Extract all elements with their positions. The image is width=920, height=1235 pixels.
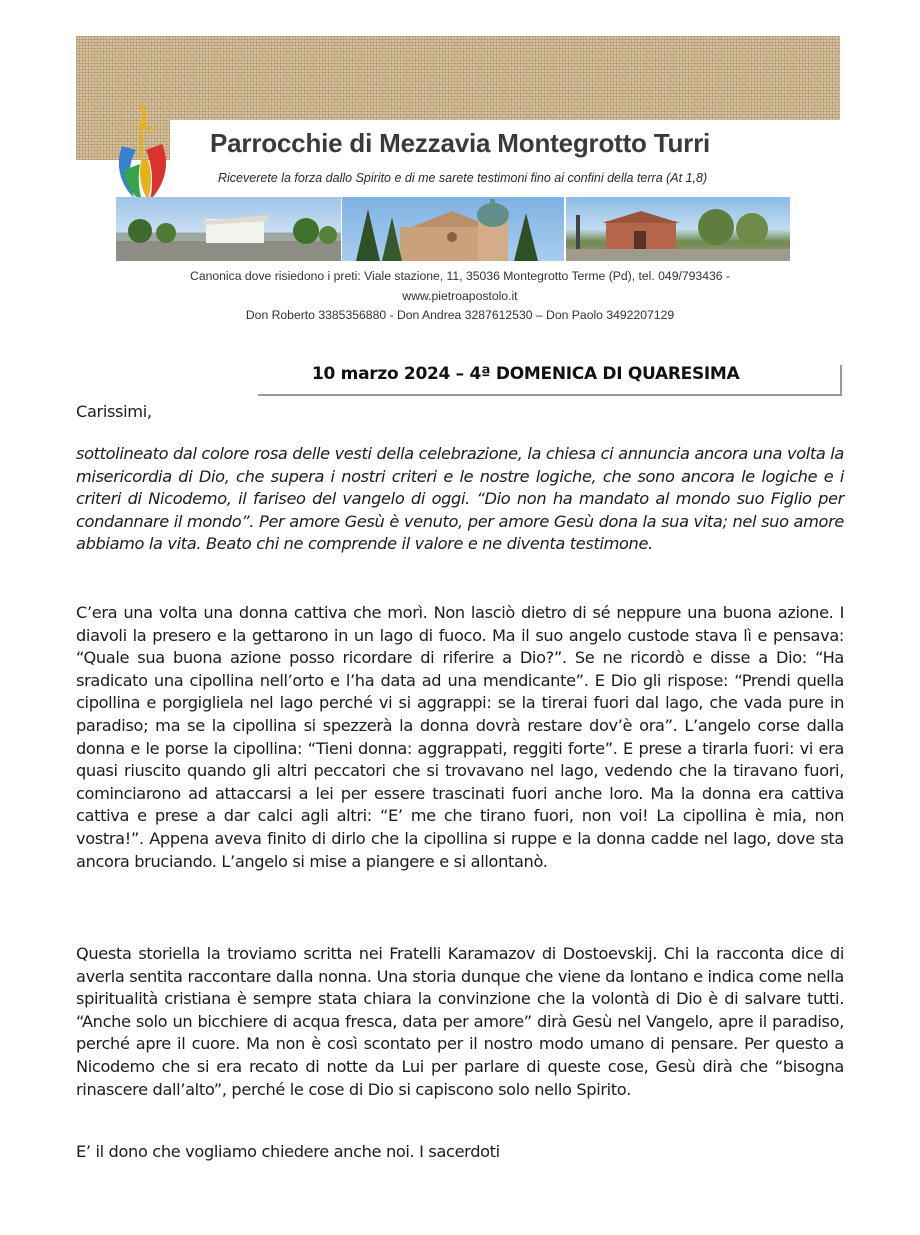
parish-title: Parrocchie di Mezzavia Montegrotto Turri — [210, 128, 711, 158]
reflection-paragraph: Questa storiella la troviamo scritta nei Fratelli Karamazov di Dostoevskij. Chi la racconta dice di averla sentita raccontare dalla nonna. Una storia dunque che viene da lontano e indica come nella spiritualità cristiana è sempre stata chiara la convinzione che la volontà di Dio è di salvare tutti. “Anche solo un bicchiere di acqua fresca, data per amore” dirà Gesù nel Vangelo, apre il paradiso, perché apre il cuore. Ma non è così scontato per il nostro modo umano di pensare. Per questo a Nicodemo che si era recato di notte da Lui per parlare di queste cose, Gesù dirà che “bisogna rinascere dall’alto”, perché le cose di Dio si capiscono solo nello Spirito. — [76, 944, 844, 1099]
intro-paragraph: sottolineato dal colore rosa delle vesti della celebrazione, la chiesa ci annuncia ancora una volta la misericordia di Dio, che supera i nostri criteri e le nostre logiche, che sono ancora le logiche e i criteri di Nicodemo, il fariseo del vangelo di oggi. “Dio non ha mandato al mondo suo Figlio per condannare il mondo”. Per amore Gesù è venuto, per amore Gesù dona la sua vita; nel suo amore abbiamo la vita. Beato chi ne comprende il valore e ne diventa testimone. — [76, 444, 844, 554]
closing-line: E’ il dono che vogliamo chiedere anche noi. I sacerdoti — [76, 1142, 500, 1161]
greeting: Carissimi, — [76, 402, 152, 421]
clergy-contacts: Don Roberto 3385356880 - Don Andrea 3287612530 – Don Paolo 3492207129 — [245, 308, 675, 322]
parish-logo — [112, 100, 174, 208]
heading-side-rule — [840, 365, 842, 396]
photo-modern-church — [116, 197, 341, 261]
website-link[interactable]: www.pietroapostolo.it — [402, 289, 518, 303]
story-paragraph: C’era una volta una donna cattiva che morì. Non lasciò dietro di sé neppure una buona azione. I diavoli la presero e la gettarono in un lago di fuoco. Ma il suo angelo custode stava lì e pensava: “Quale sua buona azione posso ricordare di riferire a Dio?”. Se ne ricordò e disse a Dio: “Ha sradicato una cipollina nell’orto e l’ha data ad una mendicante”. E Dio gli rispose: “Prendi quella cipollina e porgigliela nel lago perché vi si aggrappi: se la tirerai fuori dal lago, che vada pure in paradiso; ma se la cipollina si spezzerà la donna dovrà restare dov’è ora”. L’angelo corse dalla donna e le porse la cipollina: “Tieni donna: aggrappati, reggiti forte”. E prese a tirarla fuori: vi era quasi riuscito quando gli altri peccatori che si trovavano nel lago, vedendo che la tiravano fuori, cominciarono ad attaccarsi a lei per essere trascinati fuori anche loro. Ma la donna era cattiva cattiva e prese a dar calci agli altri: “E’ me che tirano fuori, non voi! La cipollina è mia, non vostra!”. Appena aveva finito di dirlo che la cipollina si ruppe e la donna cadde nel lago, dove sta ancora bruciando. L’angelo si mise a piangere e si allontanò. — [76, 603, 844, 871]
parish-motto: Riceverete la forza dallo Spirito e di me sarete testimoni fino ai confini della terra (At 1,8) — [218, 171, 708, 185]
date-heading: 10 marzo 2024 – 4ª DOMENICA DI QUARESIMA — [312, 364, 740, 384]
heading-underline — [258, 394, 842, 396]
photo-church-dome — [342, 197, 564, 261]
photo-brick-church — [566, 197, 790, 261]
address-line: Canonica dove risiedono i preti: Viale stazione, 11, 35036 Montegrotto Terme (Pd), tel. 049/793436 - — [190, 269, 730, 283]
